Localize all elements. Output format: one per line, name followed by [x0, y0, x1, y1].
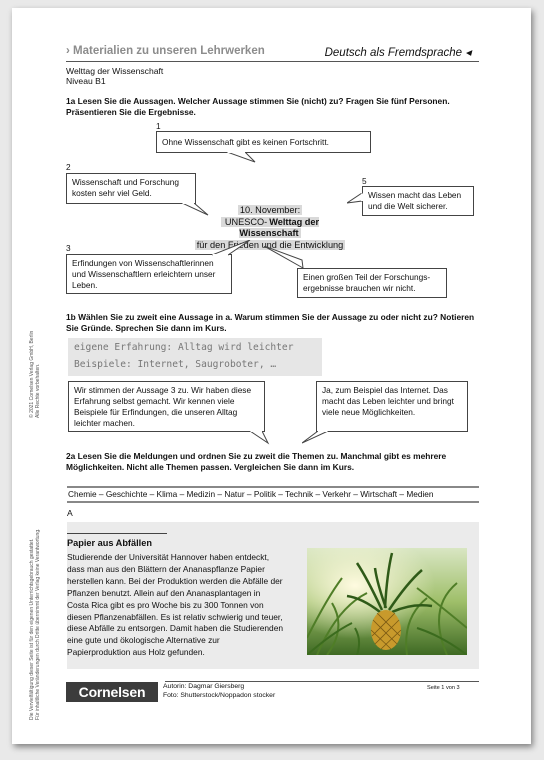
worksheet-page [12, 8, 531, 744]
bubble-tail-3 [212, 240, 252, 256]
side-copyright-line: © 2021 Cornelsen Verlag GmbH, Berlin [29, 330, 35, 418]
task-1b: 1b Wählen Sie zu zweit eine Aussage in a. Warum stimmen Sie der Aussage zu oder nicht zu? Notieren Sie Gründe. Sprechen Sie dann im Kurs. [66, 312, 475, 333]
statement-number-1: 1 [156, 121, 161, 131]
note-line-2: Beispiele: Internet, Saugroboter, … [74, 359, 277, 370]
note-line-1: eigene Erfahrung: Alltag wird leichter [74, 342, 294, 353]
statement-bubble-4: Einen großen Teil der Forschungs-ergebnisse brauchen wir nicht. [297, 268, 447, 298]
statement-bubble-3: Erfindungen von Wissenschaftlerinnen und Wissenschaftlern erleichtern unser Leben. [66, 254, 232, 294]
pineapple-photo [307, 548, 467, 655]
speech-tail-1 [250, 431, 270, 445]
footer-photo-credit: Foto: Shutterstock/Noppadon stocker [163, 691, 276, 699]
statement-bubble-1: Ohne Wissenschaft gibt es keinen Fortschritt. [156, 131, 371, 153]
statement-number-3: 3 [66, 243, 71, 253]
speech-tail-2 [302, 431, 332, 445]
side-usage-note [29, 529, 42, 721]
statement-number-5: 5 [362, 176, 367, 186]
notes-box [68, 338, 322, 376]
side-copyright [29, 331, 42, 418]
article-title-rule [67, 533, 167, 534]
footer-author: Autorin: Dagmar Giersberg [163, 683, 245, 690]
footer-page-number: Seite 1 von 3 [427, 685, 460, 691]
side-usage-line-2: Für inhaltliche Veränderungen durch Dritte übernimmt der Verlag keine Verantwortung. [35, 528, 42, 720]
task-1a: 1a Lesen Sie die Aussagen. Welcher Aussage stimmen Sie (nicht) zu? Fragen Sie fünf Personen. Präsentieren Sie die Ergebnisse. [66, 96, 450, 117]
side-rights-line: Alle Rechte vorbehalten. [35, 363, 42, 418]
speech-bubble-1: Wir stimmen der Aussage 3 zu. Wir haben diese Erfahrung selbst gemacht. Wir kennen viele Beispiele für Erfindungen, die unseren Alltag leichter machen. [68, 381, 265, 432]
cornelsen-logo: Cornelsen [66, 682, 158, 702]
side-usage-line-1: Die Vervielfältigung dieser Seite ist für den eigenen Unterrichtsgebrauch gestattet. [29, 538, 35, 720]
article-title: Papier aus Abfällen [67, 538, 152, 548]
bubble-tail-4 [264, 246, 304, 270]
worksheet-level: Niveau B1 [66, 76, 106, 86]
header-subject: Deutsch als Fremdsprache ◂ [324, 47, 471, 59]
center-heading-prefix: UNESCO- [224, 216, 268, 227]
header-series-title: › Materialien zu unseren Lehrwerken [66, 45, 265, 57]
bubble-tail-1 [227, 152, 257, 164]
center-heading-title: Welttag der Wissenschaft [239, 216, 320, 238]
center-heading-date: 10. November: [239, 205, 301, 215]
article-letter: A [67, 508, 73, 518]
statement-number-2: 2 [66, 162, 71, 172]
statement-bubble-2: Wissenschaft und Forschung kosten sehr viel Geld. [66, 173, 196, 204]
speech-bubble-2: Ja, zum Beispiel das Internet. Das macht das Leben leichter und bringt viele neue Möglichkeiten. [316, 381, 468, 432]
task-2a: 2a Lesen Sie die Meldungen und ordnen Sie zu zweit die Themen zu. Manchmal gibt es mehrere Möglichkeiten. Nicht alle Themen passen. Vergleichen Sie dann im Kurs. [66, 451, 447, 472]
footer-credits [163, 683, 275, 700]
article-text: Studierende der Universität Hannover haben entdeckt, dass man aus den Blättern der Ananaspflanze Papier herstellen kann. Bei der Produktion werden die Abfälle der Pflanzen benutzt. Allein auf den Ananasplantagen in Costa Rica gibt es pro Woche bis zu 300 Tonnen von diesen Pflanzenabfällen. Es ist relativ schwierig und teuer, diese Abfälle zu entsorgen. Damit haben die Studierenden eine gute und ökologische Alternative zur Papierproduktion aus Holz gefunden. [67, 552, 284, 658]
footer-divider [165, 681, 479, 682]
header-divider [66, 61, 479, 62]
center-heading-subtitle: für den Frieden und die Entwicklung [196, 239, 344, 250]
topics-list: Chemie – Geschichte – Klima – Medizin – Natur – Politik – Technik – Verkehr – Wirtschaft – Medien [67, 486, 479, 503]
statement-bubble-5: Wissen macht das Leben und die Welt sicherer. [362, 186, 474, 216]
worksheet-title: Welttag der Wissenschaft [66, 66, 164, 76]
